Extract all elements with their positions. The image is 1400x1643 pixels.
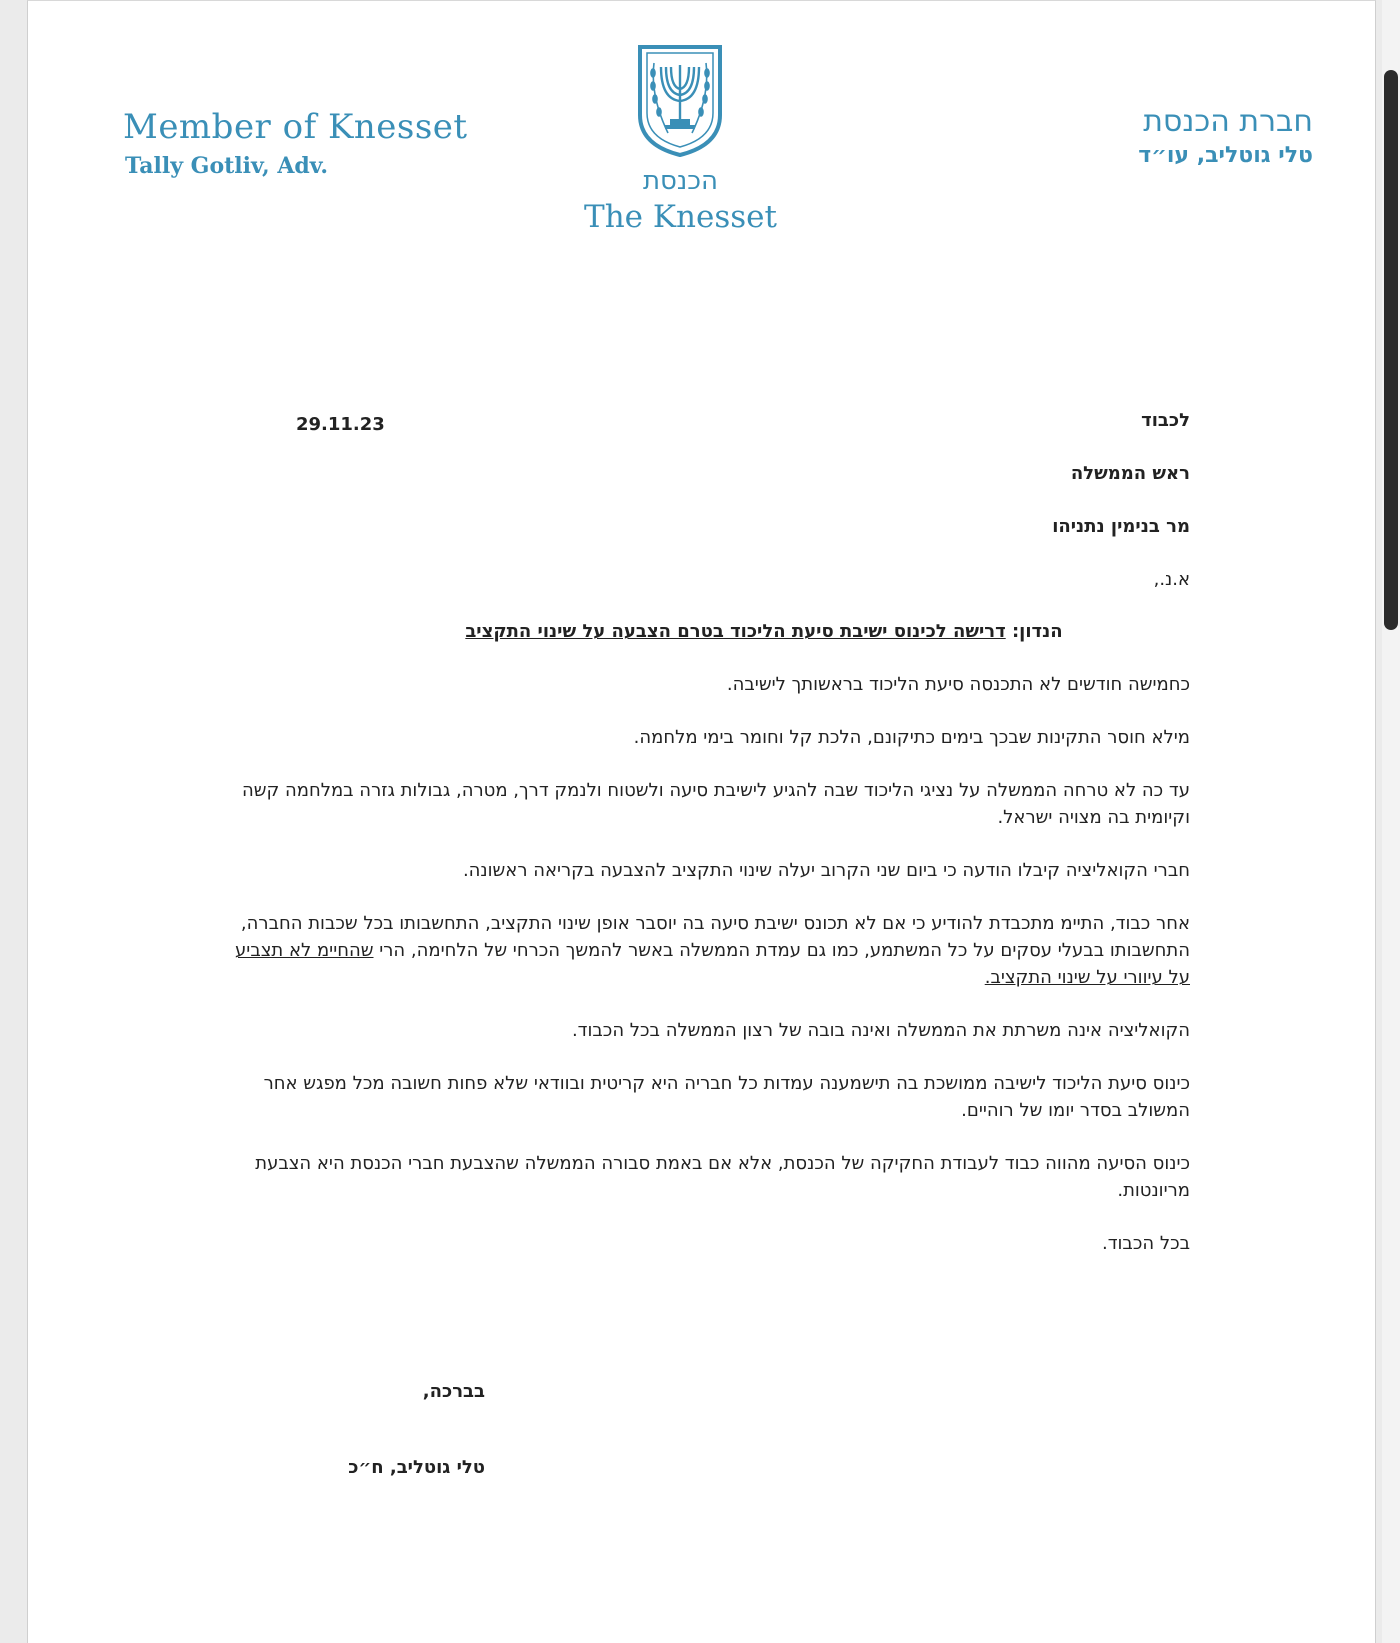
closing: בכל הכבוד. xyxy=(1101,1233,1190,1254)
letterhead-he-name: טלי גוטליב, עו״ד xyxy=(1138,143,1313,168)
knesset-english-label: The Knesset xyxy=(584,199,777,235)
letterhead-hebrew xyxy=(1138,104,1313,168)
knesset-hebrew-label: הכנסת xyxy=(642,166,719,196)
paragraph: מילא חוסר התקינות שבכך בימים כתיקונם, הלכת קל וחומר בימי מלחמה. xyxy=(633,727,1190,748)
paragraph: כינוס הסיעה מהווה כבוד לעבודת החקיקה של הכנסת, אלא אם באמת סבורה הממשלה שהצבעת חברי הכנסת היא הצבעת מריונטות. xyxy=(255,1153,1190,1201)
scrollbar-thumb[interactable] xyxy=(1384,70,1398,630)
paragraph: עד כה לא טרחה הממשלה על נציגי הליכוד שבה להגיע לישיבת סיעה ולשטוח ולנמק דרך, מטרה, גבולות גזרה במלחמה קשה וקיומית בה מצויה ישראל. xyxy=(241,780,1190,828)
signature-name: טלי גוטליב, ח״כ xyxy=(348,1457,485,1478)
recipient-name: מר בנימין נתניהו xyxy=(1052,516,1190,537)
paragraph: כינוס סיעת הליכוד לישיבה ממושכת בה תישמענה עמדות כל חבריה היא קריטית ובוודאי שלא פחות חשובה מכל מפגש אחר המשולב בסדר יומו של רוהיים. xyxy=(263,1073,1190,1121)
subject-text: דרישה לכינוס ישיבת סיעת הליכוד בטרם הצבעה על שינוי התקציב xyxy=(465,621,1006,642)
paragraph-demand-underlined: שהחיימ לא תצביע על עיוורי על שינוי התקציב. xyxy=(235,940,1190,988)
paragraph: הקואליציה אינה משרתת את הממשלה ואינה בובה של רצון הממשלה בכל הכבוד. xyxy=(571,1020,1190,1041)
paragraph: חברי הקואליציה קיבלו הודעה כי ביום שני הקרוב יעלה שינוי התקציב להצבעה בקריאה ראשונה. xyxy=(462,860,1190,881)
greeting: א.נ., xyxy=(1153,569,1190,590)
letter-body xyxy=(218,407,1190,1257)
vertical-scrollbar[interactable] xyxy=(1382,0,1400,1643)
subject-line xyxy=(218,618,1190,645)
letter-page xyxy=(27,0,1376,1643)
subject-label: הנדון: xyxy=(1011,621,1063,642)
signature-blessing: בברכה, xyxy=(422,1381,485,1402)
letter-date: 29.11.23 xyxy=(296,414,385,435)
recipient-title: ראש הממשלה xyxy=(1070,463,1190,484)
letterhead-english xyxy=(123,107,468,179)
letterhead-en-name: Tally Gotliv, Adv. xyxy=(125,153,329,179)
paragraph-demand-lead: אחר כבוד, התיימ מתכבדת להודיע כי אם לא תכונס ישיבת סיעה בה יוסבר אופן שינוי התקציב, התחשבותו בכל שכבות החברה, התחשבותו בבעלי עסקים על כל המשתמע, כמו גם עמדת הממשלה באשר להמשך הכרחי של הלחימה, הרי xyxy=(240,913,1190,961)
paragraph: כחמישה חודשים לא התכנסה סיעת הליכוד בראשותך לישיבה. xyxy=(726,674,1190,695)
to-line: לכבוד xyxy=(1141,410,1190,431)
knesset-menorah-emblem-icon xyxy=(632,41,728,159)
letterhead-en-title: Member of Knesset xyxy=(123,107,468,147)
letterhead-he-title: חברת הכנסת xyxy=(1143,104,1313,139)
paragraph-demand xyxy=(218,910,1190,991)
